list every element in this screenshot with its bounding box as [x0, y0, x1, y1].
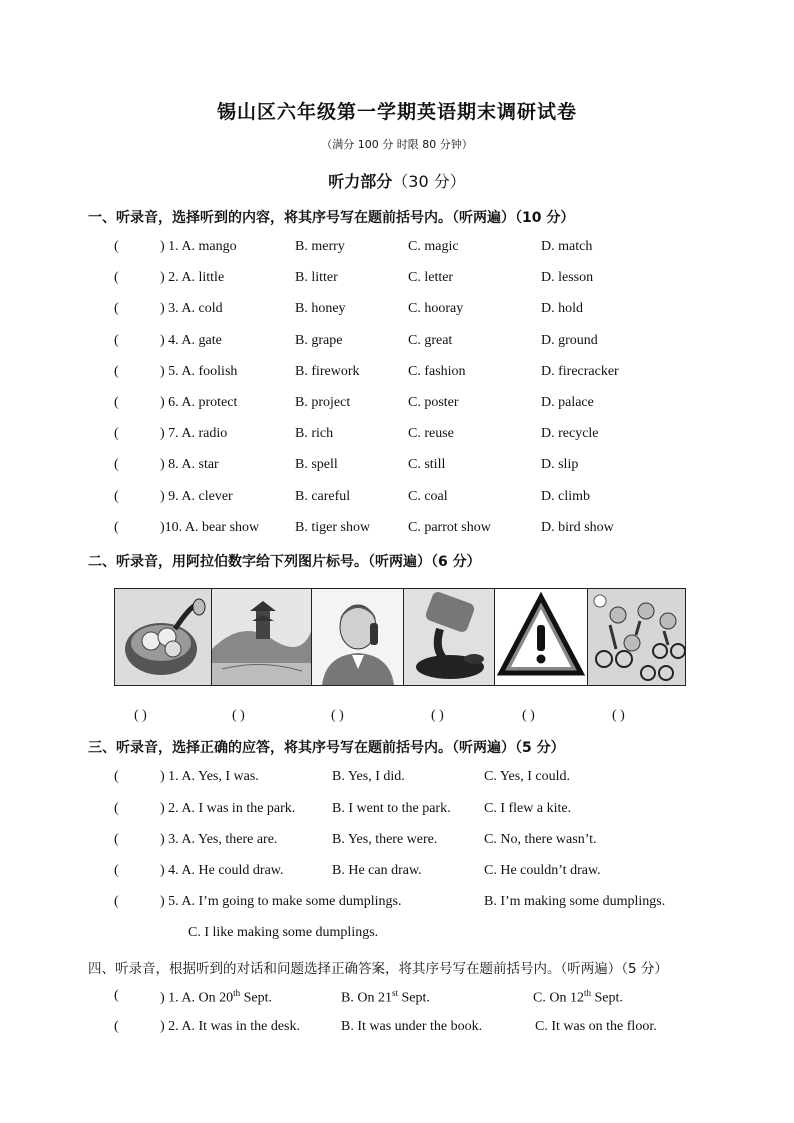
s3-paren: (: [114, 769, 119, 784]
s2-answer-blank-1[interactable]: ( ): [134, 708, 147, 723]
s1-item-1-c: C. magic: [408, 239, 459, 254]
s4-item-2-c: C. It was on the floor.: [535, 1019, 657, 1034]
s1-paren: (: [114, 301, 119, 316]
s3-item-5-a: ) 5. A. I’m going to make some dumplings.: [160, 894, 402, 909]
s1-item-3-b: B. honey: [295, 301, 346, 316]
s1-item-6-c: C. poster: [408, 395, 459, 410]
s2-answer-blank-4[interactable]: ( ): [431, 708, 444, 723]
s3-item-5-b: B. I’m making some dumplings.: [484, 894, 666, 909]
s3-item-4-a: ) 4. A. He could draw.: [160, 863, 284, 878]
s3-item-1-a: ) 1. A. Yes, I was.: [160, 769, 259, 784]
s1-item-8-d: D. slip: [541, 457, 579, 472]
s3-item-3-c: C. No, there wasn’t.: [484, 832, 597, 847]
s1-item-5-b: B. firework: [295, 364, 360, 379]
section3-instruction: 三、听录音，选择正确的应答，将其序号写在题前括号内。（听两遍）（5 分）: [88, 740, 565, 756]
s3-item-2-a: ) 2. A. I was in the park.: [160, 801, 296, 816]
part-name: 听力部分: [328, 172, 393, 191]
s1-item-9-d: D. climb: [541, 489, 590, 504]
s4-item-1-c: [533, 988, 623, 1007]
s3-paren: (: [114, 801, 119, 816]
s1-item-9-b: B. careful: [295, 489, 351, 504]
s1-item-3-a: ) 3. A. cold: [160, 301, 223, 316]
s4-item-2-b: B. It was under the book.: [341, 1019, 483, 1034]
part-heading: [0, 169, 794, 192]
s1-item-7-d: D. recycle: [541, 426, 599, 441]
s1-paren: (: [114, 489, 119, 504]
s1-item-6-a: ) 6. A. protect: [160, 395, 238, 410]
s4-item-1-c-text: C. On 12: [533, 990, 584, 1006]
s1-item-1-a: ) 1. A. mango: [160, 239, 237, 254]
s1-item-2-d: D. lesson: [541, 270, 594, 285]
s1-item-8-b: B. spell: [295, 457, 338, 472]
page-title: 锡山区六年级第一学期英语期末调研试卷: [216, 101, 577, 123]
s4-item-1-c-sup: th: [583, 988, 591, 998]
s1-item-1-b: B. merry: [295, 239, 345, 254]
s1-item-10-c: C. parrot show: [408, 520, 491, 535]
s1-item-10-b: B. tiger show: [295, 520, 371, 535]
page-subtitle: （满分 100 分 时限 80 分钟）: [321, 138, 473, 151]
s4-item-2-a: ) 2. A. It was in the desk.: [160, 1019, 300, 1034]
s1-paren: (: [114, 239, 119, 254]
s1-paren: (: [114, 426, 119, 441]
s1-item-10-a: )10. A. bear show: [160, 520, 260, 535]
s1-item-5-a: ) 5. A. foolish: [160, 364, 238, 379]
s3-item-3-b: B. Yes, there were.: [332, 832, 438, 847]
s4-item-1-b-sup: st: [391, 988, 398, 998]
s3-paren: (: [114, 832, 119, 847]
s1-item-10-d: D. bird show: [541, 520, 614, 535]
s1-paren: (: [114, 395, 119, 410]
s1-item-9-a: ) 9. A. clever: [160, 489, 233, 504]
s2-answer-blank-3[interactable]: ( ): [331, 708, 344, 723]
s2-answer-blank-6[interactable]: ( ): [612, 708, 625, 723]
part-score: （30 分）: [392, 172, 466, 191]
s1-item-4-b: B. grape: [295, 333, 343, 348]
s1-item-7-b: B. rich: [295, 426, 334, 441]
s1-paren: (: [114, 457, 119, 472]
s1-item-4-a: ) 4. A. gate: [160, 333, 222, 348]
s1-item-6-b: B. project: [295, 395, 351, 410]
warning-sign-icon: [495, 589, 588, 685]
s3-item-1-c: C. Yes, I could.: [484, 769, 570, 784]
s3-item-4-b: B. He can draw.: [332, 863, 422, 878]
s1-paren: (: [114, 364, 119, 379]
s1-item-3-d: D. hold: [541, 301, 583, 316]
s4-item-1-c-tail: Sept.: [590, 990, 623, 1006]
s3-paren: (: [114, 863, 119, 878]
s3-item-5-c: C. I like making some dumplings.: [188, 925, 379, 940]
s1-item-2-a: ) 2. A. little: [160, 270, 225, 285]
section1-instruction: 一、听录音，选择听到的内容，将其序号写在题前括号内。（听两遍）（10 分）: [88, 210, 575, 226]
s4-paren: (: [114, 988, 119, 1003]
s1-item-5-d: D. firecracker: [541, 364, 619, 379]
tangyuan-bowl-icon: [115, 589, 212, 685]
s1-item-2-c: C. letter: [408, 270, 454, 285]
s4-item-1-a-sup: th: [233, 988, 241, 998]
s4-item-1-a-tail: Sept.: [240, 990, 273, 1006]
s1-item-7-c: C. reuse: [408, 426, 454, 441]
s1-item-4-d: D. ground: [541, 333, 598, 348]
s3-item-2-c: C. I flew a kite.: [484, 801, 572, 816]
children-cycling-icon: [588, 589, 685, 685]
s1-item-8-a: ) 8. A. star: [160, 457, 219, 472]
man-on-phone-icon: [312, 589, 405, 685]
s3-item-2-b: B. I went to the park.: [332, 801, 451, 816]
s1-item-4-c: C. great: [408, 333, 453, 348]
s4-item-1-b-tail: Sept.: [397, 990, 430, 1006]
s4-item-1-b: [341, 988, 430, 1007]
s4-item-1-a: [160, 988, 272, 1007]
oil-spill-pipe-icon: [404, 589, 495, 685]
s1-item-7-a: ) 7. A. radio: [160, 426, 228, 441]
s1-item-1-d: D. match: [541, 239, 593, 254]
pagoda-landscape-icon: [212, 589, 312, 685]
s1-item-3-c: C. hooray: [408, 301, 464, 316]
section4-instruction: 四、听录音，根据听到的对话和问题选择正确答案，将其序号写在题前括号内。（听两遍）（5 分）: [88, 961, 668, 977]
s1-paren: (: [114, 520, 119, 535]
s1-item-2-b: B. litter: [295, 270, 338, 285]
s1-item-8-c: C. still: [408, 457, 446, 472]
picture-strip: [114, 588, 686, 686]
s2-answer-blank-2[interactable]: ( ): [232, 708, 245, 723]
s1-paren: (: [114, 333, 119, 348]
s1-paren: (: [114, 270, 119, 285]
s4-paren: (: [114, 1019, 119, 1034]
s1-item-5-c: C. fashion: [408, 364, 466, 379]
s3-item-4-c: C. He couldn’t draw.: [484, 863, 601, 878]
s1-item-6-d: D. palace: [541, 395, 594, 410]
s3-item-1-b: B. Yes, I did.: [332, 769, 405, 784]
section2-instruction: 二、听录音，用阿拉伯数字给下列图片标号。（听两遍）（6 分）: [88, 554, 481, 570]
s4-item-1-a-text: ) 1. A. On 20: [160, 990, 234, 1006]
s3-paren: (: [114, 894, 119, 909]
s1-item-9-c: C. coal: [408, 489, 448, 504]
s3-item-3-a: ) 3. A. Yes, there are.: [160, 832, 278, 847]
s2-answer-blank-5[interactable]: ( ): [522, 708, 535, 723]
s4-item-1-b-text: B. On 21: [341, 990, 392, 1006]
